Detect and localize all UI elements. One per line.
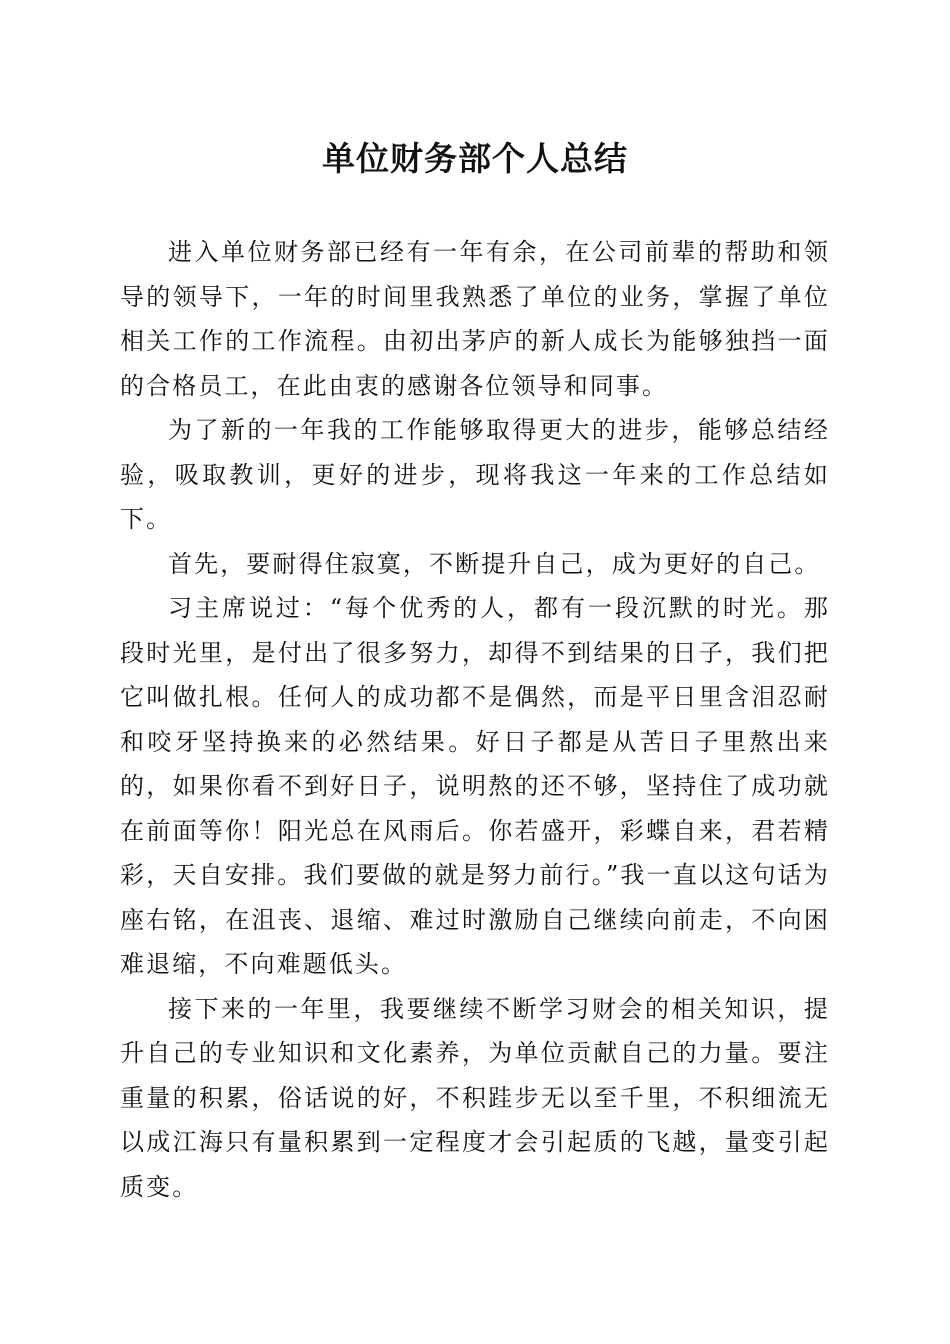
paragraph-intro: 进入单位财务部已经有一年有余，在公司前辈的帮助和领导的领导下，一年的时间里我熟悉了单位的业务，掌握了单位相关工作的工作流程。由初出茅庐的新人成长为能够独挡一面的合格员工，在此由衷的感谢各位领导和同事。	[120, 238, 830, 400]
paragraph-next-year: 接下来的一年里，我要继续不断学习财会的相关知识，提升自己的专业知识和文化素养，为单位贡献自己的力量。要注重量的积累，俗话说的好，不积跬步无以至千里，不积细流无以成江海只有量积累到一定程度才会引起质的飞越，量变引起质变。	[120, 994, 830, 1201]
paragraph-purpose: 为了新的一年我的工作能够取得更大的进步，能够总结经验，吸取教训，更好的进步，现将我这一年来的工作总结如下。	[120, 416, 830, 533]
paragraph-first-point: 首先，要耐得住寂寞，不断提升自己，成为更好的自己。	[168, 549, 821, 578]
paragraph-quote: 习主席说过：“每个优秀的人，都有一段沉默的时光。那段时光里，是付出了很多努力，却得不到结果的日子，我们把它叫做扎根。任何人的成功都不是偶然，而是平日里含泪忍耐和咬牙坚持换来的必然结果。好日子都是从苦日子里熬出来的，如果你看不到好日子，说明熬的还不够，坚持住了成功就在前面等你！阳光总在风雨后。你若盛开，彩蝶自来，君若精彩，天自安排。我们要做的就是努力前行。”我一直以这句话为座右铭，在沮丧、退缩、难过时激励自己继续向前走，不向困难退缩，不向难题低头。	[120, 594, 830, 978]
document-title: 单位财务部个人总结	[322, 139, 628, 178]
document-body	[120, 230, 830, 1209]
